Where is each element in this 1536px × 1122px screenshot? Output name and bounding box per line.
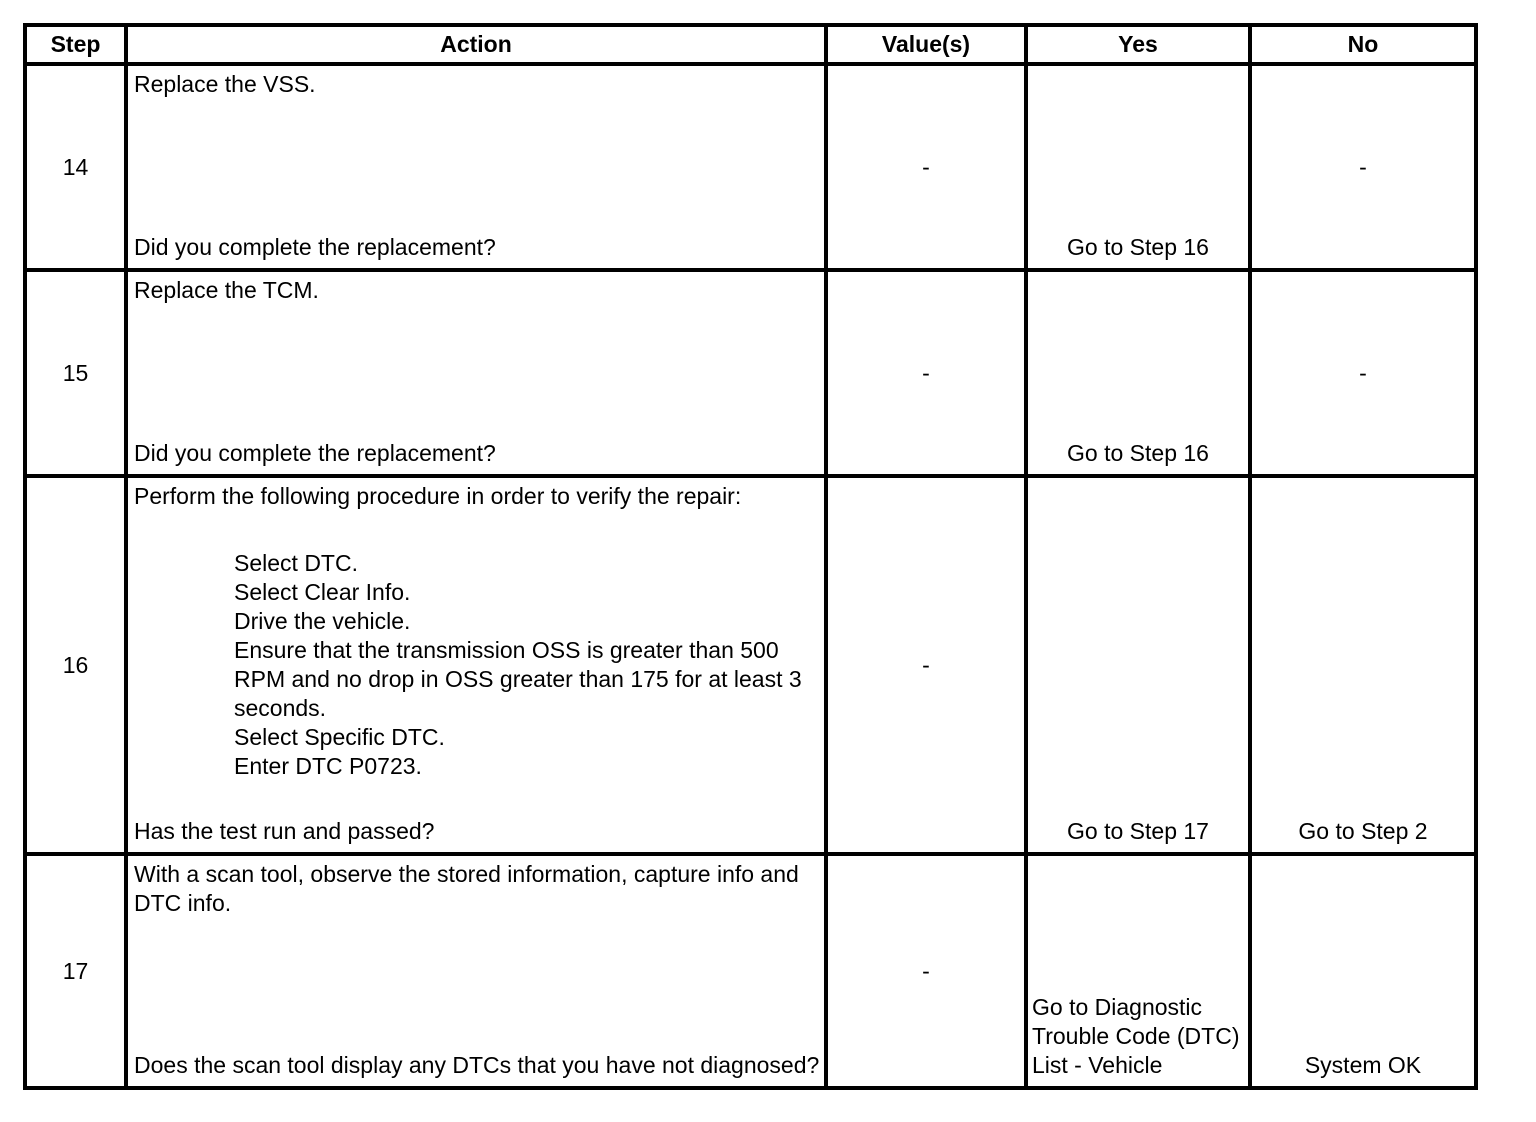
- yes-link[interactable]: Go to Step 16: [1067, 234, 1209, 260]
- action-question: Did you complete the replacement?: [134, 440, 496, 466]
- procedure-step: Select Specific DTC.: [234, 724, 445, 750]
- procedure-step: Select Clear Info.: [234, 579, 411, 605]
- step-number: 14: [25, 64, 126, 270]
- action-instruction: Perform the following procedure in order to verify the repair:: [134, 483, 742, 509]
- value-cell: -: [826, 854, 1026, 1088]
- step-number: 15: [25, 270, 126, 476]
- action-instruction-block: [134, 482, 820, 781]
- diagnostic-table: [23, 23, 1478, 1090]
- step-number: 16: [25, 476, 126, 854]
- yes-link[interactable]: Go to Step 17: [1067, 818, 1209, 844]
- no-cell: -: [1250, 270, 1476, 476]
- action-question: Has the test run and passed?: [134, 818, 435, 844]
- header-step: Step: [25, 25, 126, 64]
- no-cell: [1250, 854, 1476, 1088]
- yes-cell: [1026, 854, 1250, 1088]
- action-cell: [126, 854, 826, 1088]
- yes-link[interactable]: Go to Diagnostic Trouble Code (DTC) List - Vehicle: [1032, 994, 1240, 1078]
- action-instruction: Replace the TCM.: [134, 277, 319, 303]
- header-yes: Yes: [1026, 25, 1250, 64]
- header-values: Value(s): [826, 25, 1026, 64]
- header-action: Action: [126, 25, 826, 64]
- table-row: [25, 270, 1476, 476]
- yes-cell: [1026, 270, 1250, 476]
- yes-cell: [1026, 64, 1250, 270]
- header-row: [25, 25, 1476, 64]
- value-cell: -: [826, 476, 1026, 854]
- no-cell: -: [1250, 64, 1476, 270]
- value-cell: -: [826, 64, 1026, 270]
- procedure-list: [134, 549, 820, 781]
- table-row: [25, 476, 1476, 854]
- action-cell: [126, 64, 826, 270]
- procedure-step: Drive the vehicle.: [234, 608, 411, 634]
- action-instruction: Replace the VSS.: [134, 71, 316, 97]
- procedure-step: Ensure that the transmission OSS is greater than 500 RPM and no drop in OSS greater than 175 for at least 3 seconds.: [234, 637, 802, 721]
- table-row: [25, 64, 1476, 270]
- no-result: System OK: [1304, 1052, 1422, 1078]
- value-cell: -: [826, 270, 1026, 476]
- action-question: Did you complete the replacement?: [134, 234, 496, 260]
- procedure-step: Enter DTC P0723.: [234, 753, 422, 779]
- action-cell: [126, 270, 826, 476]
- procedure-step: Select DTC.: [234, 550, 358, 576]
- header-no: No: [1250, 25, 1476, 64]
- action-instruction: With a scan tool, observe the stored information, capture info and DTC info.: [134, 861, 799, 916]
- no-link[interactable]: Go to Step 2: [1298, 818, 1428, 844]
- table-row: [25, 854, 1476, 1088]
- action-question: Does the scan tool display any DTCs that you have not diagnosed?: [134, 1052, 820, 1078]
- action-cell: [126, 476, 826, 854]
- yes-cell: [1026, 476, 1250, 854]
- no-cell: [1250, 476, 1476, 854]
- yes-link[interactable]: Go to Step 16: [1067, 440, 1209, 466]
- step-number: 17: [25, 854, 126, 1088]
